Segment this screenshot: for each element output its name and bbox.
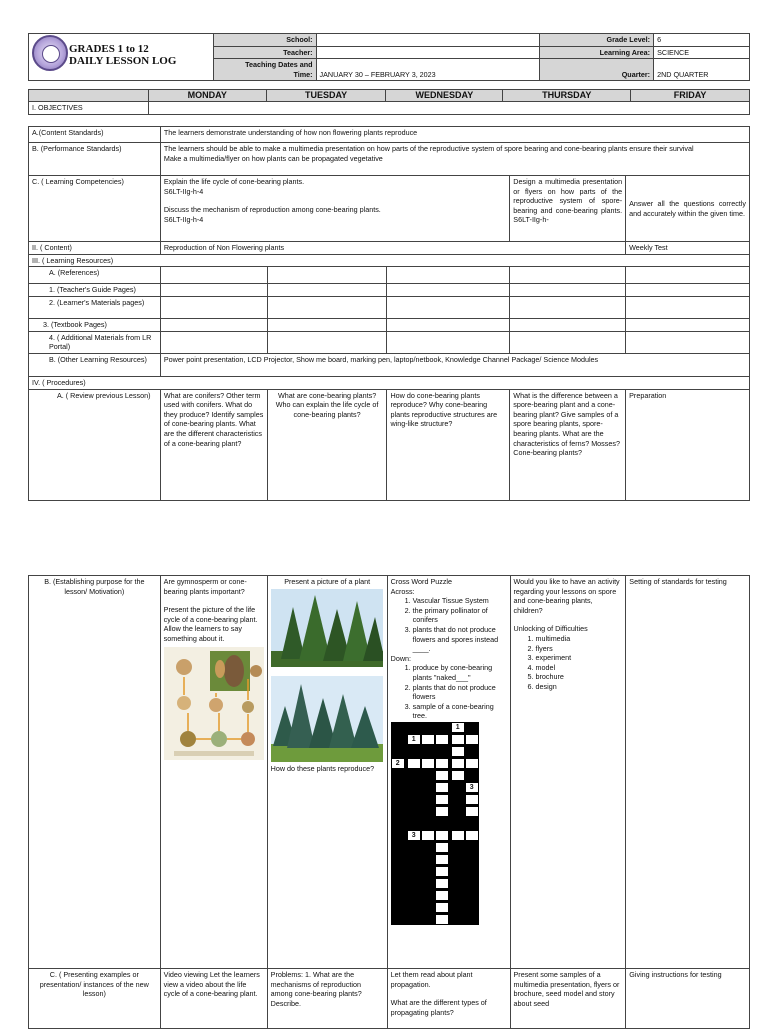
competencies-fri: Answer all the questions correctly and accurately within the given time.: [626, 176, 750, 242]
purpose-mon-instr: Present the picture of the life cycle of a cone-bearing plant. Allow the learners to say something about it.: [163, 605, 258, 643]
day-thursday: THURSDAY: [503, 90, 631, 102]
logo-title-line2: DAILY LESSON LOG: [69, 55, 177, 67]
header-logo-cell: [29, 34, 214, 81]
comp-line2: S6LT-IIg-h-4: [163, 186, 204, 196]
difficulties-list: [514, 634, 623, 692]
difficulty-3: 3. experiment: [536, 653, 623, 663]
content-standards-value: The learners demonstrate understanding of how non flowering plants reproduce: [160, 127, 749, 143]
difficulty-6: 6. design: [536, 682, 623, 692]
presenting-wed-1: Let them read about plant propagation.: [390, 970, 473, 989]
deped-seal-icon: [32, 35, 68, 71]
day-tuesday: TUESDAY: [266, 90, 386, 102]
review-mon: What are conifers? Other term used with conifers. What do they produce? Identify samples of cone-bearing plants. What are the different characteristics of a cone-bearing plant?: [160, 389, 267, 500]
grade-value: 6: [654, 34, 750, 47]
down-clue-1: 1. produce by cone-bearing plants "naked___": [413, 663, 507, 682]
lm-pages-label: 2. (Learner's Materials pages): [29, 297, 161, 319]
textbook-label: 3. (Textbook Pages): [29, 319, 161, 332]
quarter-label: Quarter:: [540, 59, 654, 81]
additional-materials-label: 4. ( Additional Materials from LR Portal): [29, 331, 161, 353]
logo-title-line1: GRADES 1 to 12: [69, 43, 149, 55]
other-resources-label: B. (Other Learning Resources): [29, 353, 161, 376]
down-clue-2: 2. plants that do not produce flowers: [413, 683, 507, 702]
lesson-table-1: [28, 126, 750, 501]
comp-line3: Discuss the mechanism of reproduction among cone-bearing plants.: [163, 205, 381, 215]
xw-num-3a: 3: [465, 782, 479, 793]
performance-line1: The learners should be able to make a multimedia presentation on how parts of the reproductive system of spore bearing and cone-bearing plants ensure their survival: [163, 144, 694, 153]
purpose-tue-text: Present a picture of a plant: [284, 577, 371, 586]
lesson-table-2: [28, 575, 750, 1029]
area-label: Learning Area:: [540, 46, 654, 59]
down-list: [391, 663, 507, 721]
teacher-value: [316, 46, 540, 59]
presenting-fri: Giving instructions for testing: [626, 969, 750, 1029]
purpose-label: B. (Establishing purpose for the lesson/ Motivation): [29, 576, 161, 969]
dates-label-line2: Time:: [293, 69, 313, 79]
purpose-mon: [160, 576, 267, 969]
performance-value: [160, 143, 749, 176]
day-header-blank: [29, 90, 149, 102]
purpose-tue-question: How do these plants reproduce?: [270, 763, 375, 773]
references-label: A. (References): [29, 267, 161, 284]
objectives-label: I. OBJECTIVES: [29, 102, 149, 115]
xw-num-1b: 1: [407, 734, 421, 745]
down-label: Down:: [390, 653, 412, 663]
day-monday: MONDAY: [148, 90, 266, 102]
presenting-wed-2: What are the different types of propagating plants?: [390, 998, 487, 1017]
content-standards-label: A.(Content Standards): [29, 127, 161, 143]
difficulty-5: 5. brochure: [536, 672, 623, 682]
difficulty-4: 4. model: [536, 663, 623, 673]
across-clue-2: 2. the primary pollinator of conifers: [413, 606, 507, 625]
dates-label: [213, 59, 316, 81]
objectives-blank: [148, 102, 749, 115]
conifer-photo-1: [271, 589, 383, 667]
purpose-thu-q: Would you like to have an activity regarding your lessons on spore and cone-bearing plants, children?: [513, 577, 620, 615]
procedures-label: IV. ( Procedures): [29, 376, 750, 389]
quarter-value: 2ND QUARTER: [654, 59, 750, 81]
area-value: SCIENCE: [654, 46, 750, 59]
presenting-label: C. ( Presenting examples or presentation/ instances of the new lesson): [29, 969, 161, 1029]
performance-label: B. (Performance Standards): [29, 143, 161, 176]
performance-line2: Make a multimedia/flyer on how plants can be propagated vegetative: [163, 153, 383, 163]
across-list: [391, 596, 507, 654]
purpose-tue: [267, 576, 387, 969]
tg-pages-label: 1. (Teacher's Guide Pages): [29, 284, 161, 297]
xw-num-2: 2: [391, 758, 405, 769]
comp-line1: Explain the life cycle of cone-bearing plants.: [163, 177, 305, 186]
down-clue-3: 3. sample of a cone-bearing tree.: [413, 702, 507, 721]
difficulty-1: 1. multimedia: [536, 634, 623, 644]
presenting-wed: [387, 969, 510, 1029]
presenting-mon: Video viewing Let the learners view a video about the life cycle of a cone-bearing plant.: [160, 969, 267, 1029]
across-clue-1: 1. Vascular Tissue System: [413, 596, 507, 606]
resources-label: III. ( Learning Resources): [29, 254, 750, 267]
review-label: A. ( Review previous Lesson): [29, 389, 161, 500]
review-wed: How do cone-bearing plants reproduce? Why cone-bearing plants reproductive structures are wing-like structure?: [387, 389, 510, 500]
school-label: School:: [213, 34, 316, 47]
purpose-thu: [510, 576, 626, 969]
teacher-label: Teacher:: [213, 46, 316, 59]
competencies-label: C. ( Learning Competencies): [29, 176, 161, 242]
school-value: [316, 34, 540, 47]
crossword-title: Cross Word Puzzle: [390, 577, 453, 586]
purpose-wed: [387, 576, 510, 969]
dates-value: JANUARY 30 – FEBRUARY 3, 2023: [316, 59, 540, 81]
review-thu: What is the difference between a spore-bearing plant and a cone-bearing plant? Give samples of a spore bearing plants, spore-bearing plants. What are the characteristics of ferns? Mosses? Cone-bearing plants?: [510, 389, 626, 500]
day-header-table: [28, 89, 750, 115]
review-tue: What are cone-bearing plants? Who can explain the life cycle of cone-bearing plants?: [267, 389, 387, 500]
across-clue-3: 3. plants that do not produce flowers and spores instead ____.: [413, 625, 507, 654]
day-wednesday: WEDNESDAY: [386, 90, 503, 102]
conifer-photo-2: [271, 676, 383, 762]
purpose-fri: Setting of standards for testing: [626, 576, 750, 969]
crossword-grid: [391, 722, 479, 925]
xw-num-3b: 3: [407, 830, 421, 841]
across-label: Across:: [390, 586, 415, 596]
presenting-thu: Present some samples of a multimedia presentation, flyers or brochure, seed model and story about seed: [510, 969, 626, 1029]
purpose-mon-q: Are gymnosperm or cone-bearing plants important?: [163, 577, 247, 596]
comp-line4: S6LT-IIg-h-4: [163, 214, 204, 224]
other-resources-value: Power point presentation, LCD Projector, Show me board, marking pen, laptop/netbook, Knowledge Channel Package/ Science Modules: [160, 353, 749, 376]
day-friday: FRIDAY: [631, 90, 750, 102]
difficulties-label: Unlocking of Difficulties: [513, 624, 588, 634]
competencies-mon-wed: [160, 176, 509, 242]
difficulty-2: 2. flyers: [536, 644, 623, 654]
content-fri: Weekly Test: [626, 242, 750, 255]
competencies-thu: Design a multimedia presentation or flyers on how parts of the reproductive system of spore-bearing and cone-bearing plants. S6LT-IIg-h-: [510, 176, 626, 242]
content-label: II. ( Content): [29, 242, 161, 255]
dates-label-line1: Teaching Dates and: [245, 60, 313, 70]
review-fri: Preparation: [626, 389, 750, 500]
presenting-tue: Problems: 1. What are the mechanisms of reproduction among cone-bearing plants? Describe.: [267, 969, 387, 1029]
grade-label: Grade Level:: [540, 34, 654, 47]
xw-num-1a: 1: [451, 722, 465, 733]
life-cycle-diagram: [164, 647, 264, 760]
header-table: [28, 33, 750, 81]
content-value: Reproduction of Non Flowering plants: [160, 242, 625, 255]
